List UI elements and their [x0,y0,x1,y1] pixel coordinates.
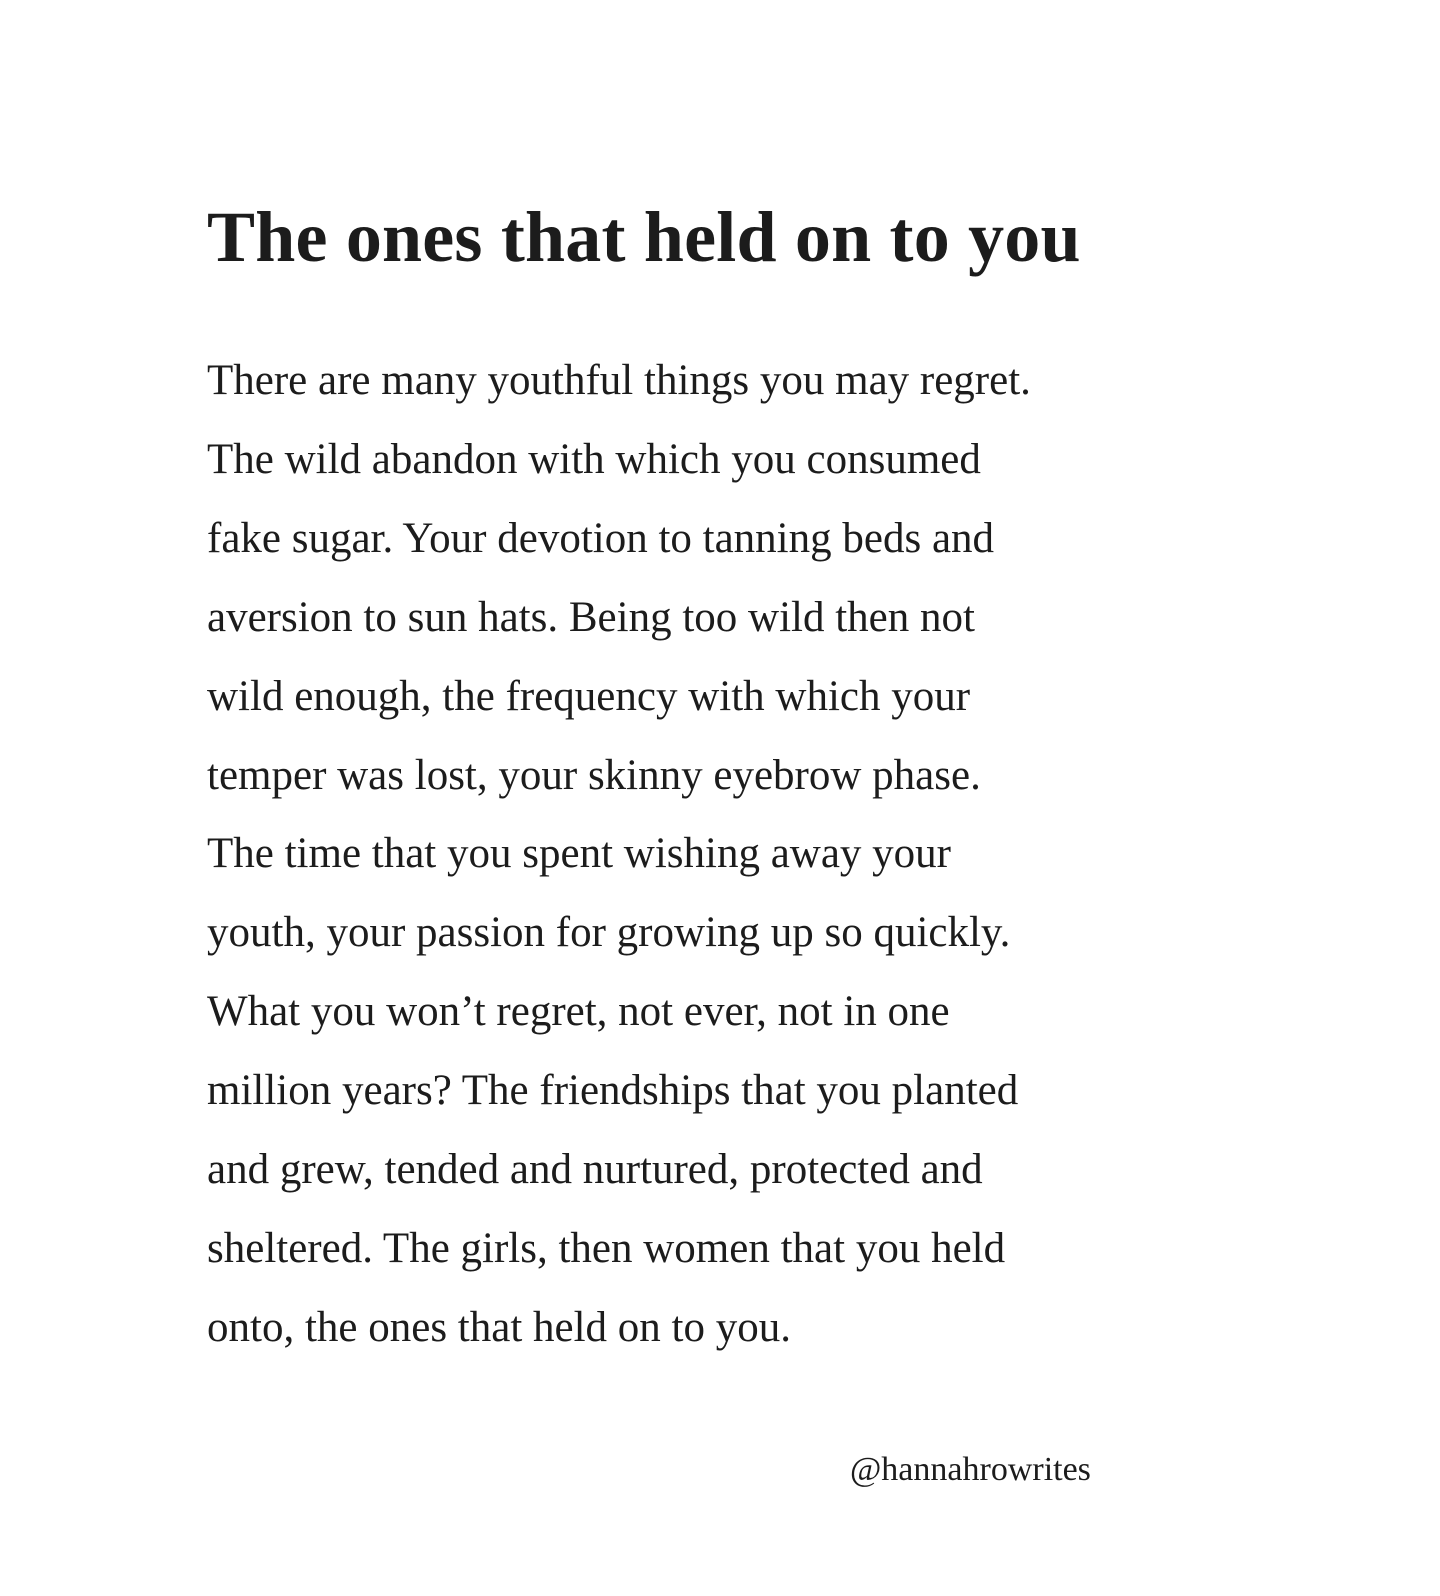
poem-title: The ones that held on to you [207,197,1081,277]
poem-line: temper was lost, your skinny eyebrow phase. [207,751,981,799]
poem-line: fake sugar. Your devotion to tanning beds and [207,514,995,562]
poem-line: million years? The friendships that you planted [207,1067,1019,1115]
poem-line: The wild abandon with which you consumed [207,435,981,483]
poem-body [207,342,1031,1368]
poem-line: and grew, tended and nurtured, protected and [207,1146,983,1194]
poem-line: youth, your passion for growing up so quickly. [207,909,1011,957]
poem-line: The time that you spent wishing away your [207,830,951,878]
poem-line: There are many youthful things you may regret. [207,357,1031,404]
poem-line: What you won’t regret, not ever, not in one [207,988,950,1036]
poem-line: sheltered. The girls, then women that you held [207,1224,1006,1272]
poem-line: aversion to sun hats. Being too wild then not [207,593,975,641]
author-handle: @hannahrowrites [850,1451,1091,1488]
poem-line: wild enough, the frequency with which your [207,672,971,720]
poem-line: onto, the ones that held on to you. [207,1303,792,1351]
